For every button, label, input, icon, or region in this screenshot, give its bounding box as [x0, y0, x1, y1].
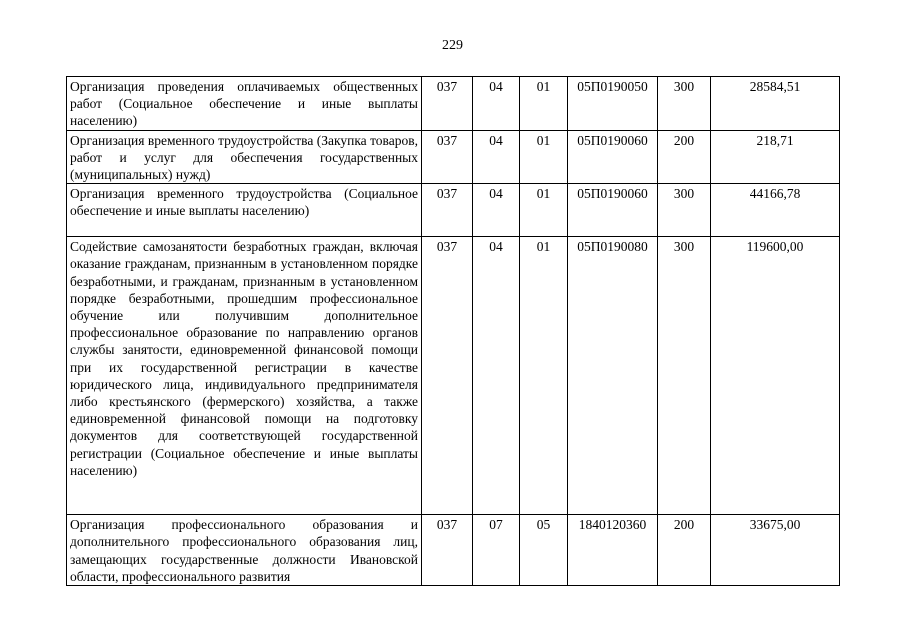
- expense-type-code: 200: [658, 515, 711, 586]
- target-item-code: 05П0190050: [568, 77, 658, 131]
- subsection-code: 05: [520, 515, 568, 586]
- table-row: [67, 184, 840, 237]
- ministry-code: 037: [422, 130, 473, 184]
- section-code: 04: [473, 77, 520, 131]
- target-item-code: 05П0190080: [568, 237, 658, 515]
- table-row: [67, 515, 840, 586]
- target-item-code: 1840120360: [568, 515, 658, 586]
- budget-table: [66, 76, 840, 586]
- target-item-code: 05П0190060: [568, 130, 658, 184]
- row-description: Организация временного трудоустройства (Закупка товаров, работ и услуг для обеспечения государственных (муниципальных) нужд): [67, 130, 422, 184]
- amount: 33675,00: [711, 515, 840, 586]
- page-number: 229: [442, 38, 463, 53]
- ministry-code: 037: [422, 515, 473, 586]
- ministry-code: 037: [422, 184, 473, 237]
- table-row: [67, 237, 840, 515]
- subsection-code: 01: [520, 184, 568, 237]
- expense-type-code: 300: [658, 77, 711, 131]
- row-description: Организация профессионального образования и дополнительного профессионального образования лиц, замещающих государственные должности Ивановской области, профессионального развития: [67, 515, 422, 586]
- expense-type-code: 300: [658, 184, 711, 237]
- expense-type-code: 200: [658, 130, 711, 184]
- amount: 218,71: [711, 130, 840, 184]
- subsection-code: 01: [520, 77, 568, 131]
- amount: 44166,78: [711, 184, 840, 237]
- section-code: 04: [473, 184, 520, 237]
- subsection-code: 01: [520, 237, 568, 515]
- row-description: Организация временного трудоустройства (Социальное обеспечение и иные выплаты населению): [67, 184, 422, 237]
- target-item-code: 05П0190060: [568, 184, 658, 237]
- section-code: 07: [473, 515, 520, 586]
- ministry-code: 037: [422, 77, 473, 131]
- table-row: [67, 77, 840, 131]
- ministry-code: 037: [422, 237, 473, 515]
- amount: 119600,00: [711, 237, 840, 515]
- row-description: Содействие самозанятости безработных граждан, включая оказание гражданам, признанным в установленном порядке безработными, и гражданам, признанным в установленном порядке безработными, прошедшим профессиональное обучение или получившим дополнительное профессиональное образование по направлению органов службы занятости, единовременной финансовой помощи при их государственной регистрации в качестве юридического лица, индивидуального предпринимателя либо крестьянского (фермерского) хозяйства, а также единовременной финансовой помощи на подготовку документов для соответствующей государственной регистрации (Социальное обеспечение и иные выплаты населению): [67, 237, 422, 515]
- row-description: Организация проведения оплачиваемых общественных работ (Социальное обеспечение и иные выплаты населению): [67, 77, 422, 131]
- subsection-code: 01: [520, 130, 568, 184]
- table-row: [67, 130, 840, 184]
- expense-type-code: 300: [658, 237, 711, 515]
- section-code: 04: [473, 130, 520, 184]
- amount: 28584,51: [711, 77, 840, 131]
- section-code: 04: [473, 237, 520, 515]
